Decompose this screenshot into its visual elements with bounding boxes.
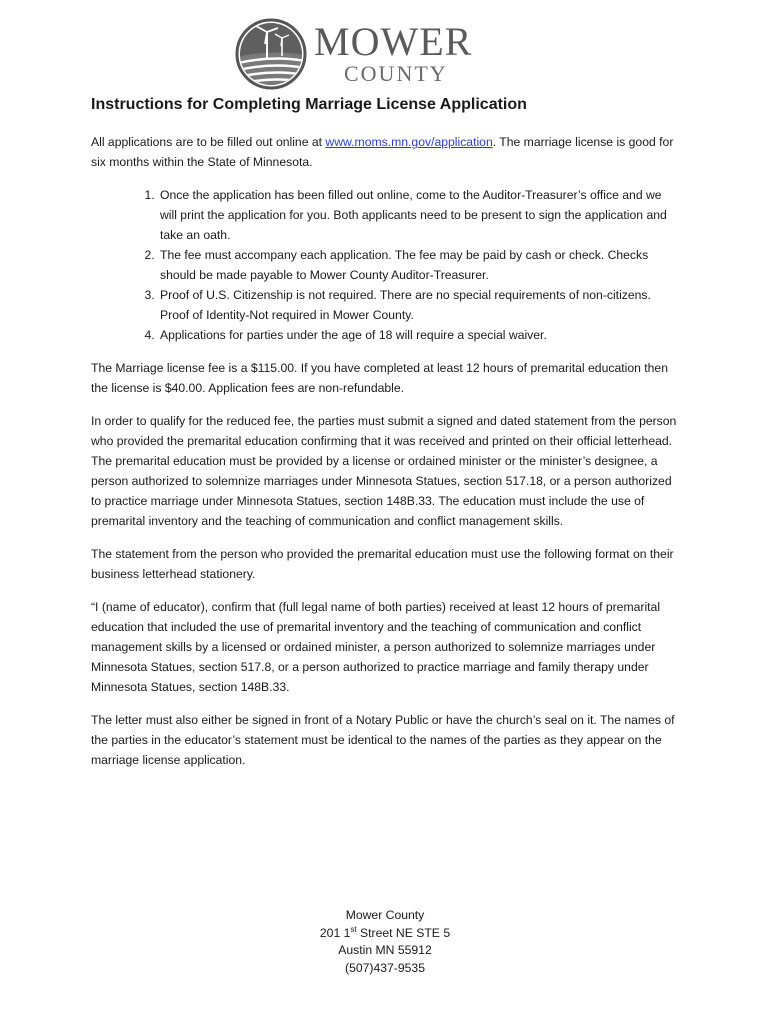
logo-subtitle: COUNTY (344, 61, 448, 86)
footer-city: Austin MN 55912 (338, 943, 432, 957)
application-link[interactable]: www.moms.mn.gov/application (325, 135, 493, 149)
step-item: 2. The fee must accompany each application. The fee may be paid by cash or check. Checks should be made payable to Mower County Auditor-Treasurer. (158, 245, 681, 285)
footer-street (0, 925, 770, 943)
format-paragraph: The statement from the person who provided the premarital education must use the following format on their business letterhead stationery. (91, 547, 674, 581)
windmill-farm-icon (234, 18, 310, 90)
footer-org: Mower County (345, 908, 425, 922)
footer-phone: (507)437-9535 (345, 960, 425, 975)
step-item: 3. Proof of U.S. Citizenship is not required. There are no special requirements of non-citizens. Proof of Identity-Not required in Mower County. (158, 285, 681, 325)
intro-paragraph (91, 132, 681, 172)
document-body (91, 132, 681, 783)
mower-county-logo (234, 18, 504, 90)
letter-paragraph: The letter must also either be signed in front of a Notary Public or have the church’s seal on it. The names of the parties in the educator’s statement must be identical to the names of the parties as they appear on the marriage license application. (91, 713, 675, 767)
statement-quote: “I (name of educator), confirm that (full legal name of both parties) received at least 12 hours of premarital education that included the use of premarital inventory and the teaching of communication and conflict management skills by a licensed or ordained minister, a person authorized to solemnize marriages under Minnesota Statues, section 517.8, or a person authorized to practice marriage and family therapy under Minnesota Statues, section 148B.33. (91, 600, 661, 694)
step-item: 1. Once the application has been filled out online, come to the Auditor-Treasurer’s office and we will print the application for you. Both applicants need to be present to sign the application and take an oath. (158, 185, 681, 245)
intro-before-link: All applications are to be filled out online at (91, 135, 326, 149)
street-number: 201 1 (319, 925, 351, 940)
street-name: Street NE STE 5 (356, 925, 451, 940)
reduced-fee-paragraph: In order to qualify for the reduced fee, the parties must submit a signed and dated statement from the person who provided the premarital education confirming that it was received and printed on their official letterhead. The premarital education must be provided by a license or ordained minister or the minister’s designee, a person authorized to solemnize marriages under Minnesota Statues, section 517.18, or a person authorized to practice marriage under Minnesota Statues, section 148B.33. The education must include the use of premarital inventory and the teaching of communication and conflict management skills. (91, 414, 677, 528)
step-item: 4. Applications for parties under the age of 18 will require a special waiver. (158, 325, 681, 345)
instruction-steps (91, 185, 681, 345)
intro-after-link: . The marriage license is good for six months within the State of Minnesota. (91, 135, 674, 169)
street-ordinal: st (350, 924, 357, 934)
logo-wordmark: MOWER (314, 19, 473, 64)
fee-paragraph: The Marriage license fee is a $115.00. If you have completed at least 12 hours of premarital education then the license is $40.00. Application fees are non-refundable. (91, 361, 668, 395)
address-footer (0, 907, 770, 977)
document-title: Instructions for Completing Marriage License Application (91, 96, 527, 113)
